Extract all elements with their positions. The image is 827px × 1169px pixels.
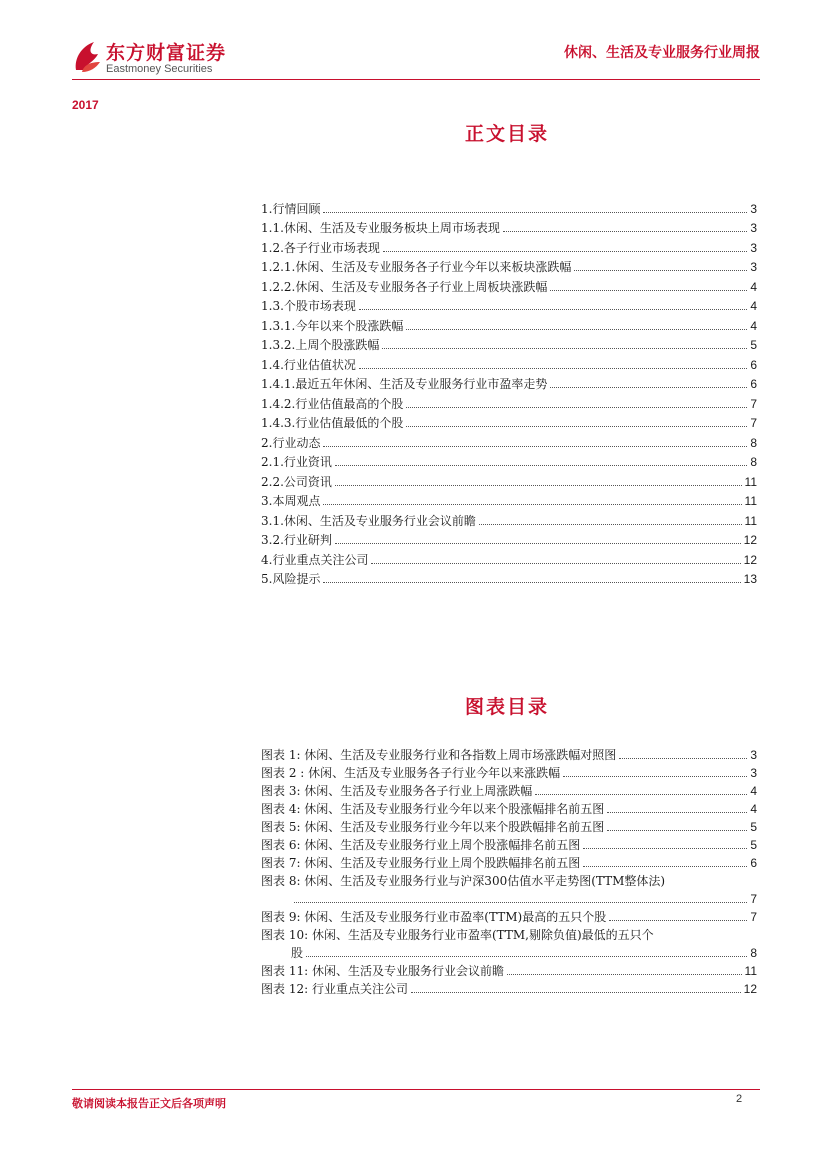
dot-leader <box>335 485 742 486</box>
dot-leader <box>507 974 742 975</box>
logo-chinese-text: 东方财富证券 <box>106 42 227 64</box>
toc-entry-page: 11 <box>744 494 757 508</box>
table-of-contents <box>261 196 757 586</box>
toc-entry-label: 图表 4: 休闲、生活及专业服务行业今年以来个股涨幅排名前五图 <box>261 802 605 816</box>
toc-entry[interactable] <box>261 352 757 372</box>
toc-entry[interactable] <box>261 450 757 470</box>
toc-entry[interactable] <box>261 982 757 996</box>
toc-entry-label: 2.行业动态 <box>261 435 321 450</box>
dot-leader <box>359 368 747 369</box>
toc-entry-page: 3 <box>750 766 757 780</box>
toc-entry[interactable] <box>261 964 757 978</box>
toc-entry-page: 11 <box>744 513 757 528</box>
toc-entry-page: 11 <box>744 474 757 489</box>
toc-entry-label: 3.本周观点 <box>261 494 321 508</box>
toc-entry-label: 1.4.行业估值状况 <box>261 357 356 372</box>
dot-leader <box>411 992 741 993</box>
toc-entry-page: 3 <box>750 240 757 255</box>
toc-entry-page: 6 <box>750 357 757 372</box>
dot-leader <box>371 563 740 564</box>
toc-entry-label: 图表 6: 休闲、生活及专业服务行业上周个股涨幅排名前五图 <box>261 838 581 852</box>
toc-entry-page: 5 <box>750 838 757 852</box>
dot-leader <box>550 290 747 291</box>
toc-entry-page: 11 <box>744 964 757 978</box>
toc-entry-label: 3.1.休闲、生活及专业服务行业会议前瞻 <box>261 513 476 528</box>
dot-leader <box>583 848 747 849</box>
toc-entry-page: 4 <box>750 802 757 816</box>
toc-entry-label: 5.风险提示 <box>261 572 321 586</box>
dot-leader <box>323 582 740 583</box>
footer-disclaimer: 敬请阅读本报告正文后各项声明 <box>72 1097 226 1110</box>
toc-entry[interactable] <box>261 313 757 333</box>
toc-entry-label: 图表 9: 休闲、生活及专业服务行业市盈率(TTM)最高的五只个股 <box>261 910 607 924</box>
toc-entry[interactable] <box>261 528 757 548</box>
toc-entry[interactable] <box>261 372 757 392</box>
header-divider <box>72 79 760 80</box>
toc-entry-label: 1.2.各子行业市场表现 <box>261 240 380 255</box>
toc-entry[interactable] <box>261 489 757 509</box>
toc-entry-label: 图表 2 : 休闲、生活及专业服务各子行业今年以来涨跌幅 <box>261 766 561 780</box>
toc-entry-page: 7 <box>750 892 757 906</box>
toc-entry-label: 1.3.2.上周个股涨跌幅 <box>261 338 380 352</box>
page-header <box>0 0 827 120</box>
toc-entry-label: 4.行业重点关注公司 <box>261 552 369 567</box>
toc-entry-label: 图表 12: 行业重点关注公司 <box>261 982 408 996</box>
toc-entry-page: 4 <box>750 784 757 798</box>
toc-entry-page: 6 <box>750 856 757 870</box>
dot-leader <box>607 830 747 831</box>
toc-entry-label: 图表 5: 休闲、生活及专业服务行业今年以来个股跌幅排名前五图 <box>261 820 605 834</box>
dot-leader <box>479 524 742 525</box>
toc-entry-label: 图表 1: 休闲、生活及专业服务行业和各指数上周市场涨跌幅对照图 <box>261 748 617 762</box>
toc-entry-label: 1.2.1.休闲、生活及专业服务各子行业今年以来板块涨跌幅 <box>261 260 572 274</box>
toc-entry[interactable] <box>261 820 757 834</box>
toc-entry[interactable] <box>261 274 757 294</box>
toc-entry-label: 1.2.2.休闲、生活及专业服务各子行业上周板块涨跌幅 <box>261 279 548 294</box>
dot-leader <box>563 776 747 777</box>
toc-entry[interactable] <box>261 469 757 489</box>
dot-leader <box>503 231 747 232</box>
toc-entry-label: 3.2.行业研判 <box>261 533 332 547</box>
dot-leader <box>306 956 747 957</box>
dot-leader <box>335 543 741 544</box>
dot-leader <box>335 465 747 466</box>
dot-leader <box>382 348 747 349</box>
toc-entry[interactable] <box>261 802 757 816</box>
toc-entry[interactable] <box>261 748 757 762</box>
toc-entry-page: 8 <box>750 435 757 450</box>
toc-entry[interactable] <box>261 391 757 411</box>
dot-leader <box>359 309 747 310</box>
toc-entry[interactable] <box>261 294 757 314</box>
dot-leader <box>406 329 747 330</box>
toc-entry-continuation <box>261 946 757 960</box>
toc-entry-page: 6 <box>750 377 757 391</box>
toc-entry[interactable] <box>261 411 757 431</box>
toc-entry[interactable] <box>261 784 757 798</box>
toc-entry-page: 12 <box>743 982 757 996</box>
toc-entry-label: 1.3.个股市场表现 <box>261 299 356 313</box>
toc-entry-label: 1.行情回顾 <box>261 201 321 216</box>
dot-leader <box>607 812 747 813</box>
toc-entry[interactable] <box>261 235 757 255</box>
toc-entry-label: 图表 10: 休闲、生活及专业服务行业市盈率(TTM,剔除负值)最低的五只个 <box>261 928 654 942</box>
toc-entry-page: 3 <box>750 260 757 274</box>
toc-entry-page: 3 <box>750 201 757 216</box>
toc-entry[interactable] <box>261 766 757 780</box>
toc-entry[interactable] <box>261 874 757 906</box>
toc-entry[interactable] <box>261 255 757 275</box>
toc-entry[interactable] <box>261 333 757 353</box>
toc-entry-page: 7 <box>750 910 757 924</box>
toc-entry-page: 12 <box>743 533 757 547</box>
toc-entry-page: 3 <box>750 748 757 762</box>
figures-heading: 图表目录 <box>464 696 549 718</box>
toc-entry-page: 5 <box>750 338 757 352</box>
toc-entry-page: 8 <box>750 946 757 960</box>
toc-entry-label: 图表 11: 休闲、生活及专业服务行业会议前瞻 <box>261 964 504 978</box>
toc-entry-page: 5 <box>750 820 757 834</box>
toc-entry[interactable] <box>261 430 757 450</box>
toc-entry[interactable] <box>261 547 757 567</box>
toc-entry[interactable] <box>261 928 757 960</box>
toc-entry-label: 图表 8: 休闲、生活及专业服务行业与沪深300估值水平走势图(TTM整体法) <box>261 874 666 888</box>
toc-entry-label: 1.1.休闲、生活及专业服务板块上周市场表现 <box>261 221 500 235</box>
logo-english-text: Eastmoney Securities <box>106 63 213 75</box>
eastmoney-logo <box>72 38 242 80</box>
dot-leader <box>583 866 747 867</box>
toc-entry-label: 1.4.3.行业估值最低的个股 <box>261 416 404 430</box>
toc-entry-label: 1.4.1.最近五年休闲、生活及专业服务行业市盈率走势 <box>261 377 548 391</box>
toc-entry[interactable] <box>261 910 757 924</box>
toc-entry-page: 13 <box>743 572 757 586</box>
dot-leader <box>574 270 747 271</box>
dot-leader <box>609 920 747 921</box>
dot-leader <box>323 504 741 505</box>
toc-entry-page: 7 <box>750 396 757 411</box>
toc-entry-label: 1.4.2.行业估值最高的个股 <box>261 396 404 411</box>
toc-entry[interactable] <box>261 196 757 216</box>
dot-leader <box>619 758 747 759</box>
eastmoney-logo-icon <box>72 40 102 74</box>
dot-leader <box>323 212 747 213</box>
toc-heading: 正文目录 <box>464 123 549 145</box>
toc-entry-page: 3 <box>750 221 757 235</box>
page-number: 2 <box>736 1093 743 1105</box>
toc-entry-label: 图表 7: 休闲、生活及专业服务行业上周个股跌幅排名前五图 <box>261 856 581 870</box>
toc-entry-label-continued: 股 <box>291 946 304 960</box>
footer-divider <box>72 1089 760 1090</box>
toc-entry-page: 12 <box>743 552 757 567</box>
toc-entry-page: 4 <box>750 279 757 294</box>
toc-entry-page: 7 <box>750 416 757 430</box>
toc-entry[interactable] <box>261 838 757 852</box>
report-year: 2017 <box>72 98 99 112</box>
toc-entry-label: 图表 3: 休闲、生活及专业服务各子行业上周涨跌幅 <box>261 784 533 798</box>
toc-entry-page: 4 <box>750 318 757 333</box>
toc-entry[interactable] <box>261 567 757 587</box>
dot-leader <box>550 387 747 388</box>
toc-entry[interactable] <box>261 216 757 236</box>
toc-entry-label: 1.3.1.今年以来个股涨跌幅 <box>261 318 404 333</box>
dot-leader <box>323 446 747 447</box>
dot-leader <box>294 902 747 903</box>
toc-entry[interactable] <box>261 508 757 528</box>
report-title: 休闲、生活及专业服务行业周报 <box>564 45 760 61</box>
toc-entry[interactable] <box>261 856 757 870</box>
toc-entry-label: 2.1.行业资讯 <box>261 455 332 469</box>
dot-leader <box>406 407 747 408</box>
toc-entry-page: 8 <box>750 455 757 469</box>
dot-leader <box>406 426 747 427</box>
list-of-figures <box>261 748 757 1000</box>
toc-entry-label: 2.2.公司资讯 <box>261 474 332 489</box>
toc-entry-continuation <box>261 892 757 906</box>
dot-leader <box>535 794 747 795</box>
dot-leader <box>383 251 747 252</box>
toc-entry-page: 4 <box>750 299 757 313</box>
